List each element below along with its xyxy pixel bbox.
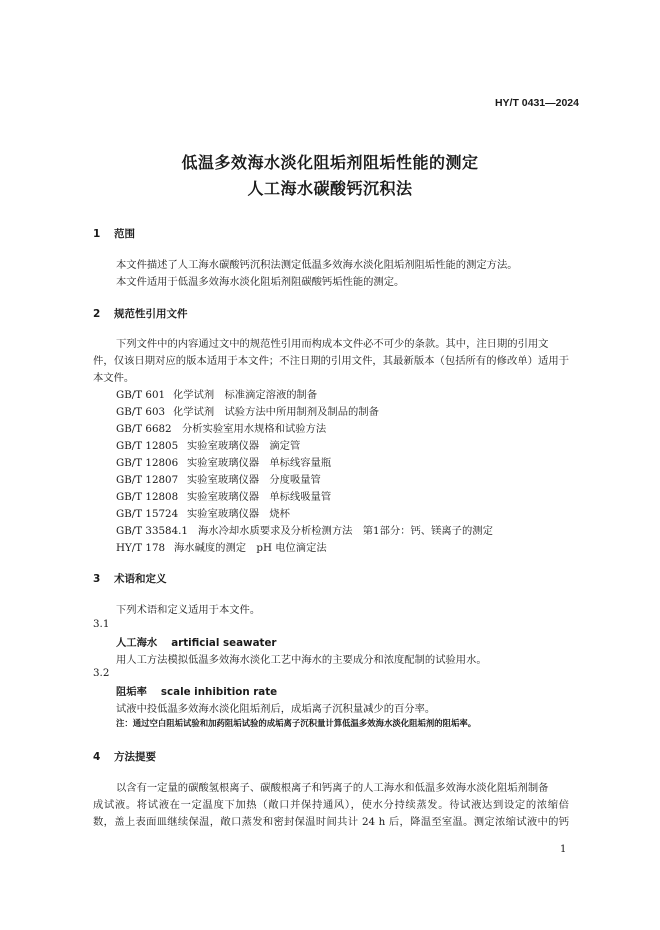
reference-title: 实验室玻璃仪器 单标线容量瓶: [187, 457, 332, 469]
section-3-heading: [93, 571, 167, 586]
term-heading: [116, 634, 277, 649]
reference-title: 实验室玻璃仪器 滴定管: [187, 440, 301, 452]
reference-title: 海水碱度的测定 pH 电位滴定法: [174, 542, 327, 554]
reference-item: [116, 403, 379, 418]
standard-number: HY/T 0431—2024: [494, 97, 579, 109]
reference-title: 实验室玻璃仪器 分度吸量管: [187, 474, 321, 486]
reference-code: HY/T 178: [116, 542, 166, 554]
reference-item: [116, 488, 331, 503]
reference-title: 海水冷却水质要求及分析检测方法 第1部分：钙、镁离子的测定: [198, 525, 493, 537]
reference-code: GB/T 12808: [116, 491, 179, 503]
reference-item: [116, 539, 327, 554]
section-number: 1: [93, 228, 101, 240]
reference-item: [116, 522, 493, 537]
section-number: 3: [93, 573, 101, 585]
section-number: 4: [93, 751, 101, 763]
terms-intro: 下列术语和定义适用于本文件。: [116, 604, 261, 616]
term-number: 3.2: [93, 667, 110, 679]
term-note: 注：通过空白阻垢试验和加药阻垢试验的成垢离子沉积量计算低温多效海水淡化阻垢剂的阻垢率。: [116, 718, 477, 728]
section-title: 规范性引用文件: [114, 308, 188, 320]
reference-code: GB/T 603: [116, 406, 166, 418]
term-heading: [116, 683, 277, 698]
reference-item: [116, 505, 290, 520]
reference-item: [116, 471, 321, 486]
document-title-line-1: 低温多效海水淡化阻垢剂阻垢性能的测定: [181, 153, 479, 172]
reference-code: GB/T 33584.1: [116, 525, 188, 537]
section-1-heading: [93, 226, 135, 241]
reference-code: GB/T 12805: [116, 440, 179, 452]
references-intro-line-3: 本文件。: [93, 372, 135, 384]
reference-code: GB/T 15724: [116, 508, 179, 520]
document-title-line-2: 人工海水碳酸钙沉积法: [247, 179, 413, 198]
method-summary-line-1: 以含有一定量的碳酸氢根离子、碳酸根离子和钙离子的人工海水和低温多效海水淡化阻垢剂制备: [116, 782, 549, 794]
section-title: 方法提要: [114, 751, 156, 763]
scope-paragraph-2: 本文件适用于低温多效海水淡化阻垢剂阻碳酸钙垢性能的测定。: [116, 276, 405, 288]
reference-code: GB/T 12807: [116, 474, 179, 486]
term-number: 3.1: [93, 618, 110, 630]
reference-code: GB/T 12806: [116, 457, 179, 469]
section-2-heading: [93, 306, 188, 321]
term-chinese: 阻垢率: [116, 686, 147, 698]
reference-item: [116, 454, 331, 469]
reference-title: 分析实验室用水规格和试验方法: [182, 423, 327, 435]
reference-title: 化学试剂 试验方法中所用制剂及制品的制备: [173, 406, 379, 418]
reference-title: 实验室玻璃仪器 单标线吸量管: [187, 491, 332, 503]
term-definition: 试液中投低温多效海水淡化阻垢剂后，成垢离子沉积量减少的百分率。: [116, 703, 436, 715]
reference-code: GB/T 601: [116, 389, 166, 401]
reference-item: [116, 420, 326, 435]
section-number: 2: [93, 308, 101, 320]
reference-title: 实验室玻璃仪器 烧杯: [187, 508, 290, 520]
term-definition: 用人工方法模拟低温多效海水淡化工艺中海水的主要成分和浓度配制的试验用水。: [116, 654, 487, 666]
reference-item: [116, 437, 300, 452]
section-title: 术语和定义: [114, 573, 167, 585]
references-intro-line-1: 下列文件中的内容通过文中的规范性引用而构成本文件必不可少的条款。其中，注日期的引用文: [116, 338, 549, 350]
term-chinese: 人工海水: [116, 637, 158, 649]
section-4-heading: [93, 749, 156, 764]
method-summary-line-2: 成试液。将试液在一定温度下加热（敞口并保持通风），使水分持续蒸发。待试液达到设定的浓缩倍: [93, 799, 569, 811]
section-title: 范围: [114, 228, 135, 240]
page-number: 1: [560, 844, 567, 855]
reference-title: 化学试剂 标准滴定溶液的制备: [173, 389, 318, 401]
references-intro-line-2: 件，仅该日期对应的版本适用于本文件；不注日期的引用文件，其最新版本（包括所有的修改单）适用于: [93, 355, 569, 367]
term-english: scale inhibition rate: [160, 686, 278, 698]
reference-code: GB/T 6682: [116, 423, 172, 435]
term-english: artificial seawater: [171, 637, 277, 649]
scope-paragraph-1: 本文件描述了人工海水碳酸钙沉积法测定低温多效海水淡化阻垢剂阻垢性能的测定方法。: [116, 259, 518, 271]
method-summary-line-3: 数，盖上表面皿继续保温，敞口蒸发和密封保温时间共计 24 h 后，降温至室温。测定浓缩试液中的钙: [93, 816, 569, 828]
reference-item: [116, 386, 317, 401]
